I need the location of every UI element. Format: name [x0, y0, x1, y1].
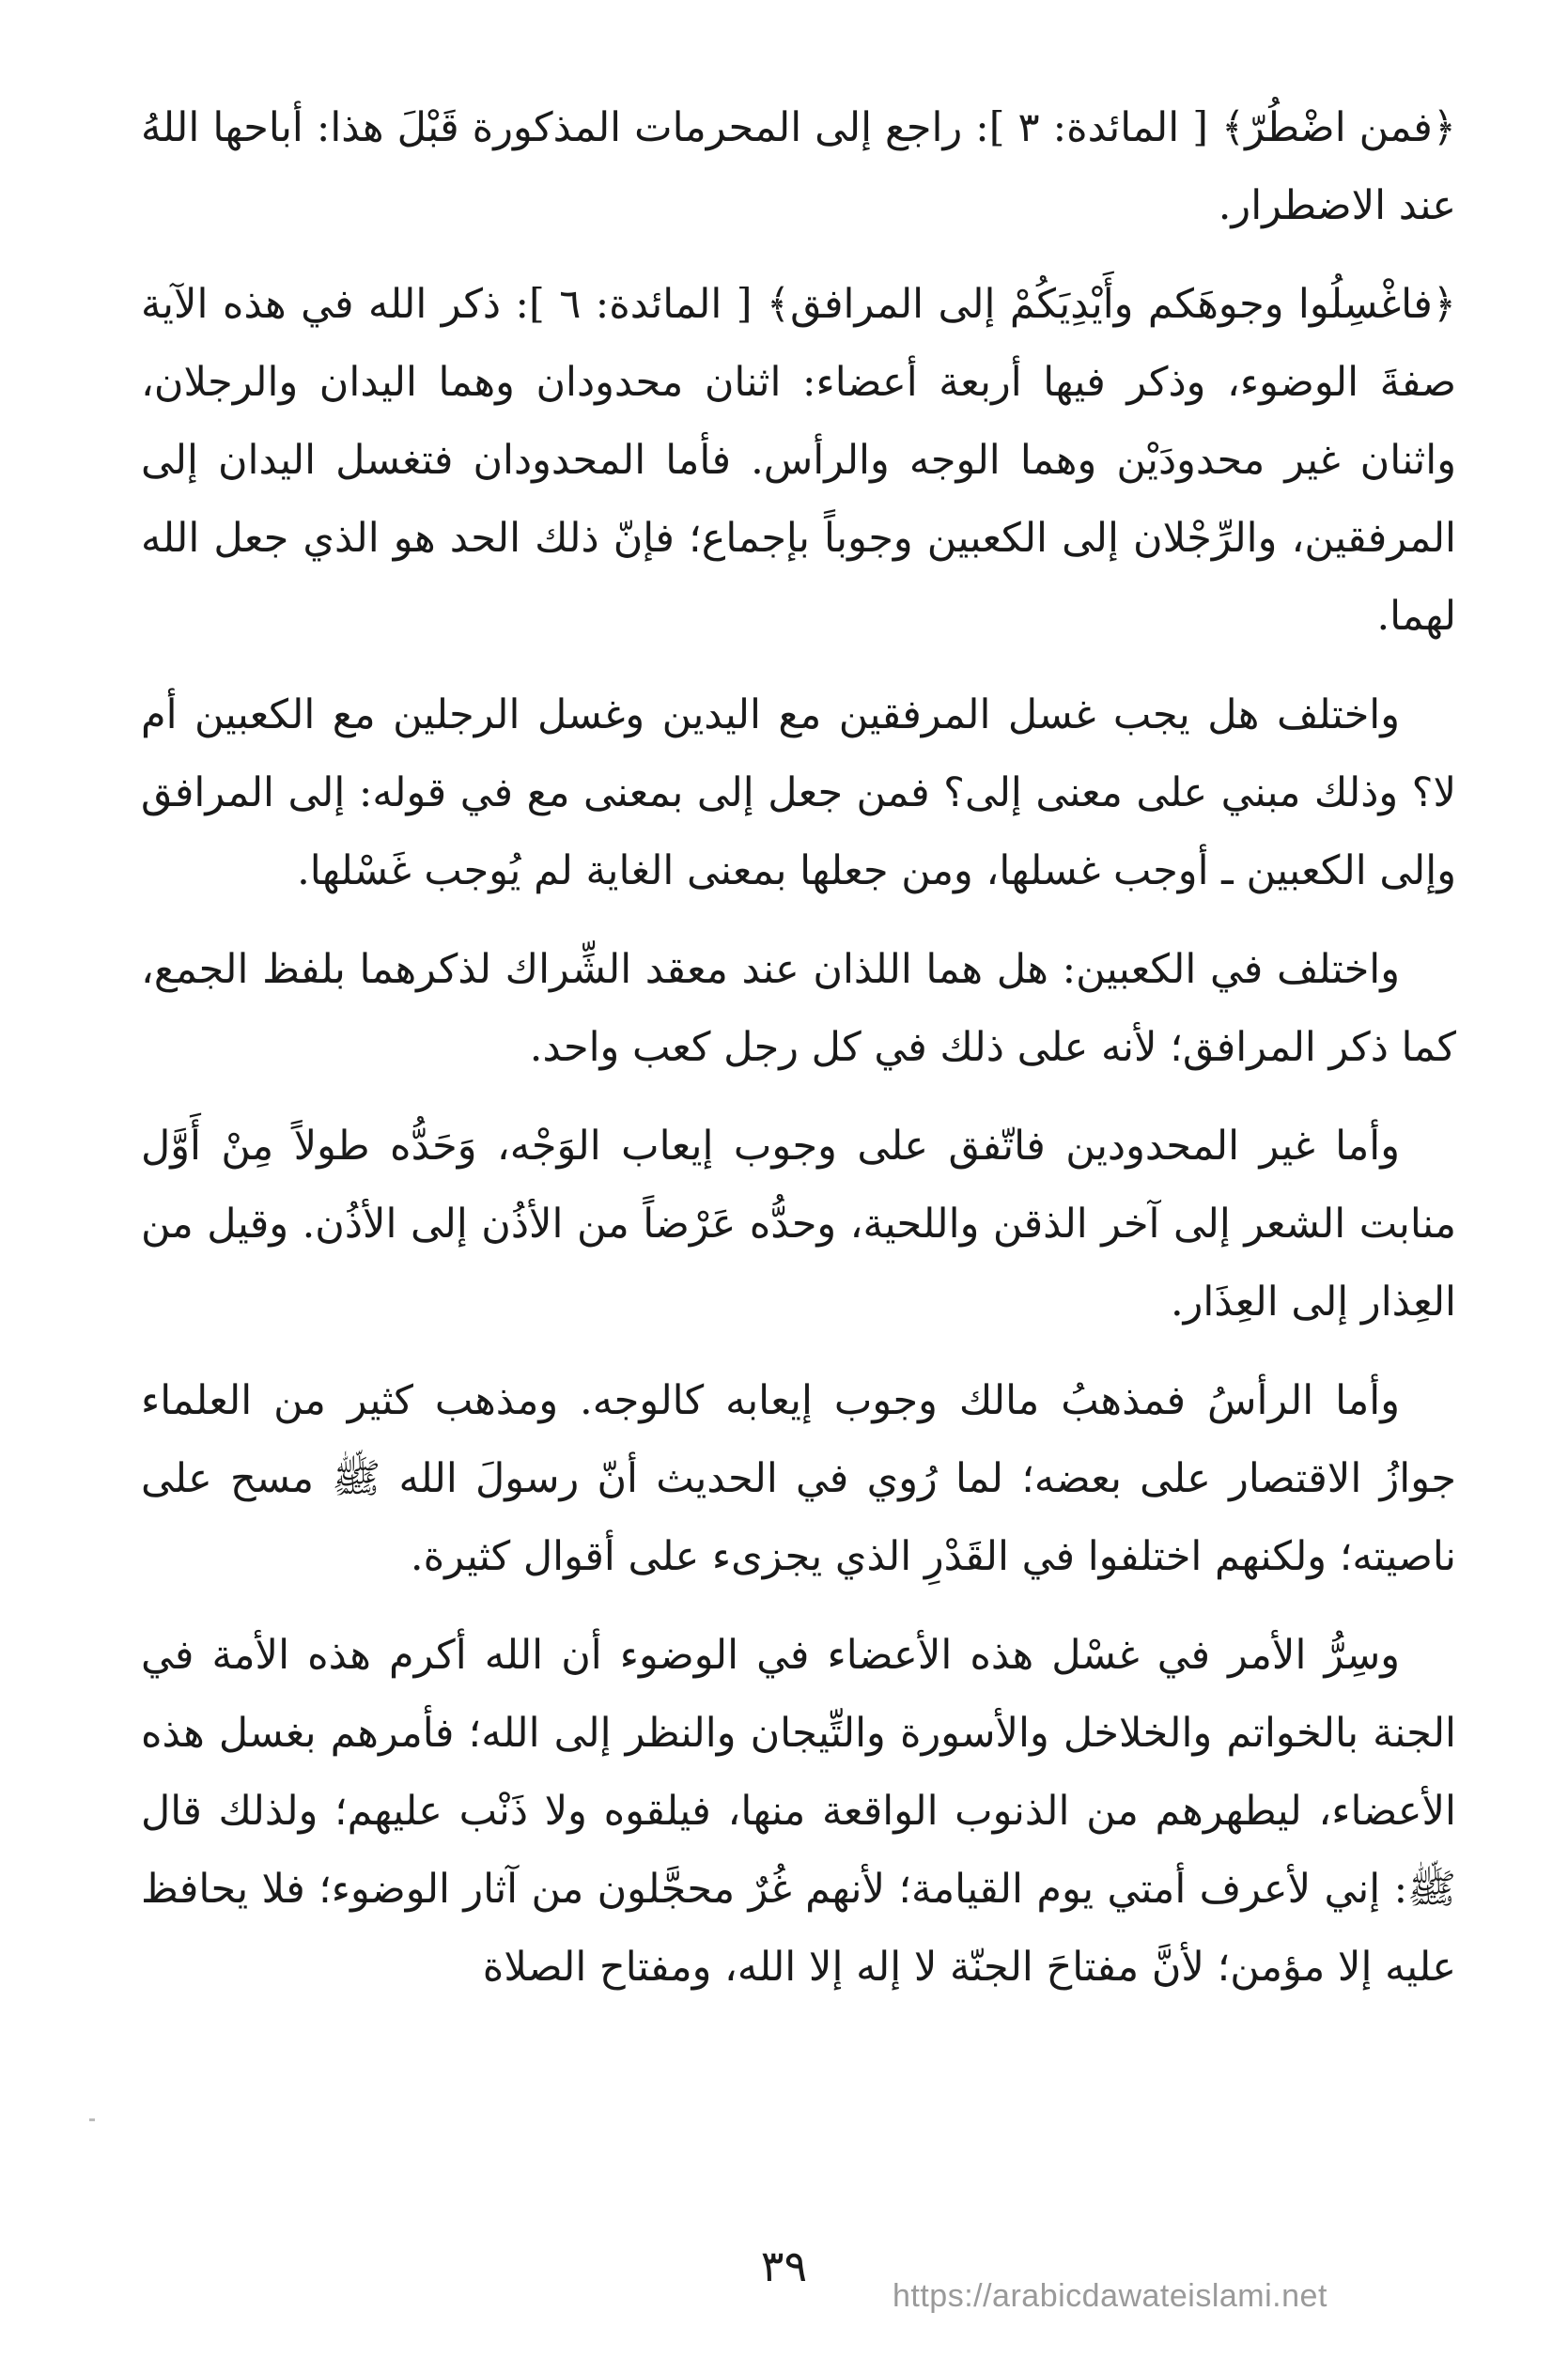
paragraph: واختلف في الكعبين: هل هما اللذان عند معقد الشِّراك لذكرهما بلفظ الجمع، كما ذكر المرافق؛ لأنه على ذلك في كل رجل كعب واحد.	[141, 946, 1456, 1071]
watermark-url: https://arabicdawateislami.net	[893, 2278, 1327, 2314]
paragraph: وأما الرأسُ فمذهبُ مالك وجوب إيعابه كالوجه. ومذهب كثير من العلماء جوازُ الاقتصار على بعضه؛ لما رُوي في الحديث أنّ رسولَ الله ﷺ مسح على ناصيته؛ ولكنهم اختلفوا في القَدْرِ الذي يجزىء على أقوال كثيرة.	[141, 1377, 1456, 1580]
margin-mark	[89, 2118, 95, 2121]
page-number: ٣٩	[760, 2241, 808, 2291]
paragraph: وأما غير المحدودين فاتّفق على وجوب إيعاب الوَجْه، وَحَدُّه طولاً مِنْ أَوَّل منابت الشعر إلى آخر الذقن واللحية، وحدُّه عَرْضاً من الأذُن إلى الأذُن. وقيل من العِذار إلى العِذَار.	[141, 1123, 1456, 1326]
paragraph: واختلف هل يجب غسل المرفقين مع اليدين وغسل الرجلين مع الكعبين أم لا؟ وذلك مبني على معنى إلى؟ فمن جعل إلى بمعنى مع في قوله: إلى المرافق وإلى الكعبين ـ أوجب غسلها، ومن جعلها بمعنى الغاية لم يُوجب غَسْلها.	[141, 691, 1456, 894]
paragraph: ﴿فاغْسِلُوا وجوهَكم وأَيْدِيَكُمْ إلى المرافق﴾ [ المائدة: ٦ ]: ذكر الله في هذه الآية صفةَ الوضوء، وذكر فيها أربعة أعضاء: اثنان محدودان وهما اليدان والرجلان، واثنان غير محدودَيْن وهما الوجه والرأس. فأما المحدودان فتغسل اليدان إلى المرفقين، والرِّجْلان إلى الكعبين وجوباً بإجماع؛ فإنّ ذلك الحد هو الذي جعل الله لهما.	[141, 281, 1456, 640]
paragraph: وسِرُّ الأمر في غسْل هذه الأعضاء في الوضوء أن الله أكرم هذه الأمة في الجنة بالخواتم والخلاخل والأسورة والتِّيجان والنظر إلى الله؛ فأمرهم بغسل هذه الأعضاء، ليطهرهم من الذنوب الواقعة منها، فيلقوه ولا ذَنْب عليهم؛ ولذلك قال ﷺ: إني لأعرف أمتي يوم القيامة؛ لأنهم غُرٌ محجَّلون من آثار الوضوء؛ فلا يحافظ عليه إلا مؤمن؛ لأنَّ مفتاحَ الجنّة لا إله إلا الله، ومفتاح الصلاة	[141, 1632, 1456, 1991]
page-body	[141, 89, 1456, 2027]
paragraph: ﴿فمن اضْطُرّ﴾ [ المائدة: ٣ ]: راجع إلى المحرمات المذكورة قَبْلَ هذا: أباحها اللهُ عند الاضطرار.	[141, 104, 1456, 229]
